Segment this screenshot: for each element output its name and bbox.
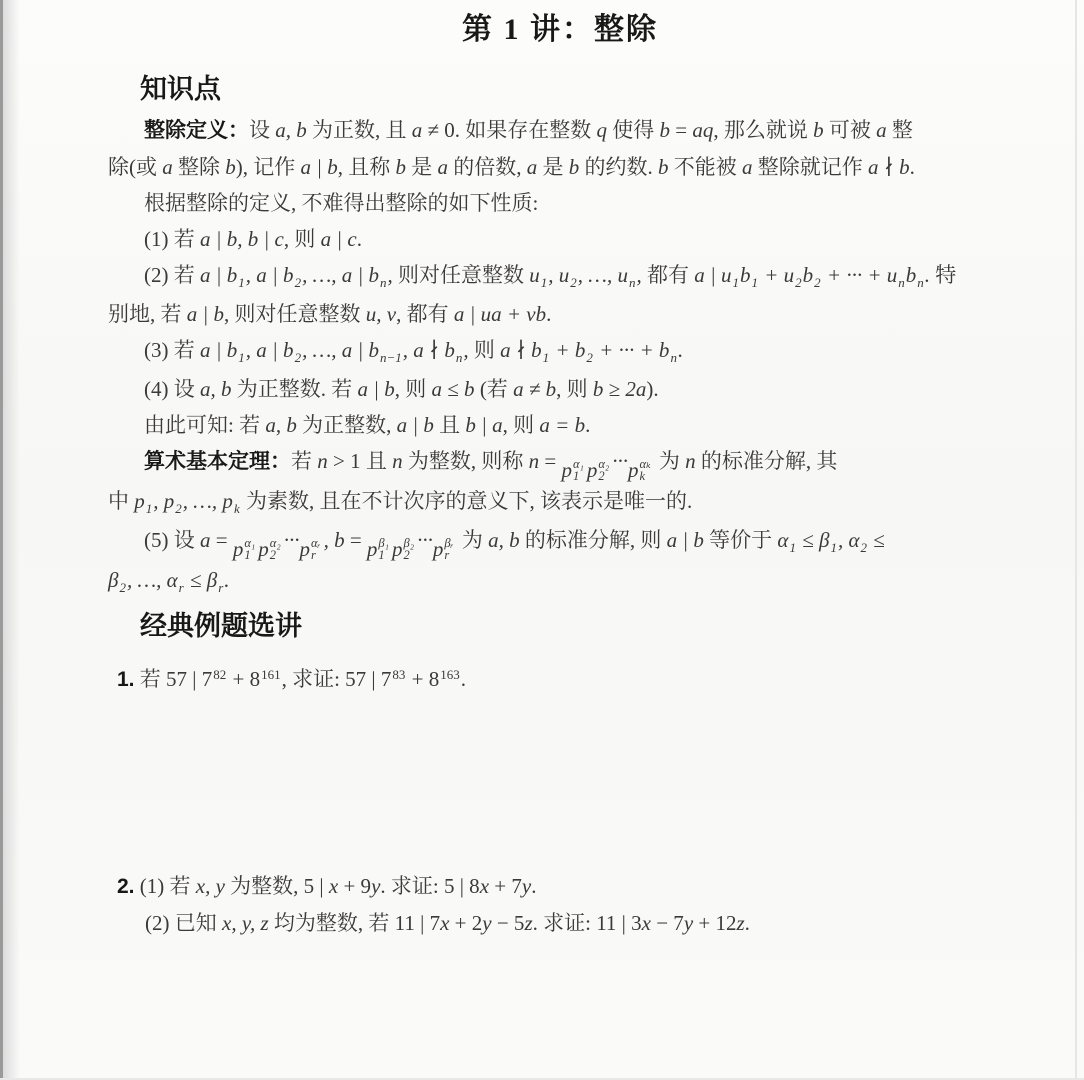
math-text: u [529, 263, 540, 287]
math-text: , a ∤ b [402, 338, 455, 362]
math-text: a | ua + vb [453, 302, 547, 326]
math-text: b [813, 118, 824, 142]
subscript: 2 [814, 275, 821, 290]
math-text: a, b [275, 118, 307, 142]
math-text: + ··· + u [821, 263, 898, 287]
math-text: a [526, 155, 538, 179]
text: 特 [930, 263, 957, 287]
text: 且 [433, 413, 466, 437]
subscript: 2 [570, 275, 577, 290]
math-text: ≤ [867, 527, 885, 552]
text: 的标准分解, 其 [695, 449, 838, 473]
math-text: a | b [396, 413, 434, 437]
page-title: 第 1 讲：整除 [462, 13, 658, 46]
text: = [210, 527, 233, 552]
math-text: y [482, 910, 492, 935]
math-text: a | b [200, 263, 238, 287]
math-text: a [411, 118, 423, 142]
text-line [108, 905, 1012, 941]
subscript: n [898, 275, 905, 290]
subscript: 2 [586, 350, 593, 365]
math-text: y [371, 873, 381, 898]
math-text: b [395, 155, 407, 179]
math-text: α [777, 527, 789, 552]
math-text: a | b, b | c [200, 227, 284, 251]
math-text: + b [550, 338, 586, 362]
math-text: x [641, 910, 651, 935]
text: 的约数. [579, 155, 659, 179]
math-text: b | a [465, 413, 503, 437]
math-text: , …, u [577, 263, 628, 287]
math-text: q [596, 118, 608, 142]
text-line [108, 221, 1012, 257]
subscript: n [917, 275, 924, 290]
subscript: n [670, 350, 677, 365]
text: . [546, 302, 552, 326]
math-text: ≤ β [796, 527, 830, 552]
text: , 且称 [337, 155, 396, 179]
subscript: 2 [294, 275, 302, 290]
text: + 12 [693, 910, 737, 935]
subscript: 2 [269, 548, 277, 563]
subscript: n [628, 275, 636, 290]
math-base: p [628, 457, 639, 482]
subscript: 2 [795, 275, 802, 290]
subscript: 1 [540, 275, 548, 290]
text-line [108, 185, 1012, 221]
text-line [108, 443, 1012, 483]
text-line [108, 332, 1012, 371]
math-scripts [270, 537, 281, 562]
text: 可被 [823, 118, 877, 142]
subscript: k [233, 500, 240, 516]
math-scripts [640, 458, 651, 483]
text-line [108, 407, 1012, 443]
text: 为正整数, [296, 413, 397, 437]
bold-text: 整除定义： [144, 119, 249, 142]
section-heading: 经典例题选讲 [140, 610, 302, 641]
subscript: n−1 [380, 350, 402, 365]
math-base-with-scripts [628, 458, 654, 483]
math-base: p [366, 536, 378, 561]
math-base-with-scripts [233, 537, 258, 562]
math-text: + ··· + b [593, 338, 670, 362]
text: (4) 设 [144, 377, 200, 401]
math-text: β [108, 567, 119, 592]
math-text: x [479, 873, 490, 898]
subscript: k [639, 469, 646, 484]
text: + 2 [449, 910, 483, 935]
text: (若 [474, 377, 514, 401]
math-base: p [299, 536, 310, 561]
math-base-with-scripts [392, 537, 417, 562]
text: (2) 已知 [145, 910, 222, 935]
math-text: , [387, 263, 393, 287]
superscript: β₁ [378, 535, 389, 550]
page-left-shadow [3, 0, 20, 1080]
text: 整 [886, 118, 913, 142]
text: 是 [537, 155, 569, 179]
text: 若 [291, 449, 318, 473]
math-text: a [200, 527, 211, 552]
subscript: r [218, 579, 224, 595]
math-text: , a | b [245, 338, 294, 362]
superscript: αₖ [639, 456, 651, 471]
text: 为正数, 且 [306, 118, 412, 142]
text-line [108, 296, 1012, 332]
text: 是 [406, 155, 438, 179]
text: − 7 [650, 910, 684, 935]
subscript: 1 [789, 539, 796, 555]
text: ), 记作 [235, 155, 301, 179]
math-base: p [432, 536, 444, 561]
superscript: β₂ [403, 535, 415, 550]
math-text: a [742, 155, 753, 179]
math-text: z [524, 910, 533, 935]
text: 整除就记作 [752, 155, 869, 179]
math-text: b [658, 155, 669, 179]
text: . [356, 227, 362, 251]
text: 的倍数, [448, 155, 527, 179]
math-text: b ≥ 2a [592, 377, 647, 401]
text: (1) 若 [134, 873, 196, 898]
text: , 求证: 57 | 7 [281, 666, 392, 691]
subscript: 2 [119, 579, 126, 595]
text: + 8 [227, 666, 261, 691]
math-text: , p [153, 488, 175, 513]
text: 则对任意整数 [392, 263, 530, 287]
math-text: a | b [200, 338, 238, 362]
text: . [585, 413, 591, 437]
math-base-with-scripts [258, 537, 283, 562]
math-scripts [244, 537, 255, 562]
subscript: 1 [238, 350, 245, 365]
text: . [909, 155, 915, 179]
math-text: aq [692, 118, 714, 142]
text: , 则 [502, 413, 540, 437]
blank-space [108, 700, 1012, 868]
text: + 7 [489, 873, 522, 898]
text: 都有 [641, 263, 695, 287]
math-text: a ≤ b [431, 377, 475, 401]
bold-text: 1. [117, 667, 135, 691]
text: + 9 [338, 873, 372, 898]
subscript: r [444, 548, 450, 563]
text-line [108, 371, 1012, 407]
subscript: 2 [860, 539, 867, 555]
subscript: 2 [403, 548, 410, 563]
math-text: a [437, 155, 449, 179]
text: , 那么就说 [713, 118, 814, 142]
math-scripts [404, 537, 415, 562]
subscript: r [178, 579, 184, 595]
math-text: ··· [612, 449, 629, 473]
math-base: p [232, 536, 244, 561]
text: (1) 若 [144, 227, 200, 251]
math-text: , …, a | b [302, 338, 380, 362]
text-line [108, 112, 1012, 149]
math-text: a [876, 118, 887, 142]
math-scripts [573, 458, 584, 483]
bold-text: 算术基本定理： [144, 450, 291, 473]
math-text: , u [548, 263, 570, 287]
section-heading: 知识点 [140, 74, 221, 104]
math-text: + u [758, 263, 795, 287]
subscript: 1 [572, 469, 580, 484]
math-text: x [440, 910, 450, 935]
math-text: a | c [320, 227, 357, 251]
text: 为整数, 5 | [224, 873, 329, 898]
superscript: 163 [440, 666, 460, 682]
text: , 则 [283, 227, 321, 251]
math-text: , …, a | b [302, 263, 380, 287]
math-text: p [134, 488, 145, 513]
text: . [531, 873, 537, 898]
text: (2) 若 [144, 263, 200, 287]
math-text: x, y, z [222, 910, 269, 935]
math-text: a, b [200, 377, 232, 401]
text: + 8 [406, 666, 440, 691]
subscript: 2 [175, 500, 182, 516]
text: 为 [456, 527, 489, 552]
text: = [344, 527, 367, 552]
math-text: a, b [265, 413, 297, 437]
math-text: b [568, 155, 580, 179]
math-text: a = b [539, 413, 586, 437]
text: 设 [249, 118, 276, 142]
page-right-border [1075, 0, 1077, 1080]
superscript: α₁ [244, 535, 256, 550]
text: 整除 [172, 155, 226, 179]
math-base: p [561, 457, 572, 482]
math-text: . [677, 338, 684, 362]
math-text: y [683, 910, 694, 935]
subscript: 1 [830, 539, 837, 555]
text-line [108, 257, 1012, 296]
math-text: x [328, 873, 339, 898]
math-base: p [258, 536, 269, 561]
math-text: a | u [694, 263, 732, 287]
math-text: ≤ β [184, 567, 218, 592]
math-text: a | b [357, 377, 395, 401]
math-scripts [311, 537, 321, 562]
math-base: p [586, 457, 598, 482]
subscript: 2 [598, 469, 605, 484]
bold-text: 2. [117, 874, 135, 898]
superscript: βᵣ [444, 535, 454, 550]
subscript: n [455, 350, 463, 365]
math-text: , α [837, 527, 860, 552]
math-scripts [444, 537, 453, 562]
math-text: b [225, 155, 236, 179]
math-text: , a | b [245, 263, 294, 287]
text: 等价于 [703, 527, 778, 552]
math-text: a | b [666, 527, 704, 552]
math-base-with-scripts [561, 458, 586, 483]
text: ). [646, 377, 659, 401]
subscript: 1 [145, 500, 153, 516]
subscript: r [310, 548, 316, 563]
math-scripts [378, 537, 389, 562]
math-text: n [685, 449, 696, 473]
math-text: a | b [186, 302, 225, 326]
text-line [108, 661, 1012, 700]
superscript: 83 [392, 666, 406, 682]
text-line [108, 868, 1012, 905]
text: (5) 设 [144, 527, 200, 552]
math-text: a, b [488, 527, 520, 552]
subscript: 1 [542, 350, 550, 365]
math-text: b [739, 263, 751, 287]
math-text: n [392, 449, 403, 473]
math-text: , …, p [182, 488, 233, 513]
math-text: y [521, 873, 532, 898]
subscript: 1 [732, 275, 739, 290]
math-text: b [905, 263, 917, 287]
math-text: n [317, 449, 328, 473]
text: 若 57 | 7 [134, 666, 213, 691]
text: 的标准分解, 则 [519, 527, 667, 552]
text: − 5 [491, 910, 525, 935]
subscript: 1 [238, 275, 245, 290]
math-text: , b [323, 527, 345, 552]
math-text: a ∤ b [868, 155, 910, 179]
text: 除(或 [108, 155, 163, 179]
math-base: p [392, 536, 403, 561]
text: > 1 且 [327, 449, 393, 473]
text: 为素数, 且在不计次序的意义下, 该表示是唯一的. [240, 488, 693, 513]
math-text: a ∤ b [500, 338, 542, 362]
math-text: b [802, 263, 814, 287]
document-content [108, 0, 1012, 941]
math-text: a [162, 155, 173, 179]
text: , 则 [556, 377, 593, 401]
text: . 求证: 5 | 8 [380, 873, 480, 898]
math-text: , …, α [126, 567, 178, 592]
text: , 则对任意整数 [224, 302, 366, 326]
text: ≠ 0. 如果存在整数 [422, 118, 597, 142]
math-base-with-scripts [367, 537, 392, 562]
math-text: u, v [365, 302, 397, 326]
text: 别地, 若 [108, 302, 187, 326]
math-text: . [924, 263, 930, 287]
text: 为 [653, 449, 686, 473]
math-text: ··· [417, 527, 433, 552]
math-text: , [636, 263, 642, 287]
math-base-with-scripts [433, 537, 457, 562]
superscript: 161 [261, 666, 281, 682]
text: 则 [468, 338, 501, 362]
subscript: 2 [294, 350, 302, 365]
math-text: a | b [300, 155, 338, 179]
subscript: 1 [244, 548, 251, 563]
text-line [108, 483, 1012, 522]
superscript: α₁ [572, 456, 584, 471]
math-text: z [736, 910, 745, 935]
text-line [108, 522, 1012, 562]
text: (3) 若 [144, 338, 200, 362]
text: 根据整除的定义, 不难得出整除的如下性质: [144, 191, 539, 215]
math-scripts [598, 458, 609, 483]
math-text: . [224, 567, 230, 592]
math-text: x, y [195, 873, 225, 898]
math-text: b [659, 118, 671, 142]
text-line [108, 149, 1012, 185]
math-base-with-scripts [587, 458, 612, 483]
math-text: ··· [283, 527, 300, 552]
text: , 则 [394, 377, 432, 401]
text: . 求证: 11 | 3 [532, 910, 642, 935]
text: = [539, 449, 562, 473]
math-text: a ≠ b [513, 377, 557, 401]
subscript: 1 [751, 275, 758, 290]
superscript: α₂ [598, 456, 610, 471]
text: 使得 [607, 118, 660, 142]
text: . [460, 666, 466, 691]
subscript: n [380, 275, 387, 290]
superscript: 82 [213, 666, 227, 682]
text: 由此可知: 若 [144, 413, 266, 437]
superscript: α₂ [269, 535, 281, 550]
text: = [670, 118, 693, 142]
subscript: 1 [378, 548, 385, 563]
superscript: αᵣ [310, 535, 321, 550]
text: 为正整数. 若 [231, 377, 358, 401]
text: 为整数, 则称 [402, 449, 529, 473]
math-text: , [463, 338, 469, 362]
text: 不能被 [668, 155, 743, 179]
math-base-with-scripts [299, 537, 323, 562]
text: 中 [108, 488, 135, 513]
text: . [744, 910, 750, 935]
text-line [108, 562, 1012, 601]
math-text: n [528, 449, 540, 473]
text: 均为整数, 若 11 | 7 [268, 910, 441, 935]
text: , 都有 [396, 302, 454, 326]
